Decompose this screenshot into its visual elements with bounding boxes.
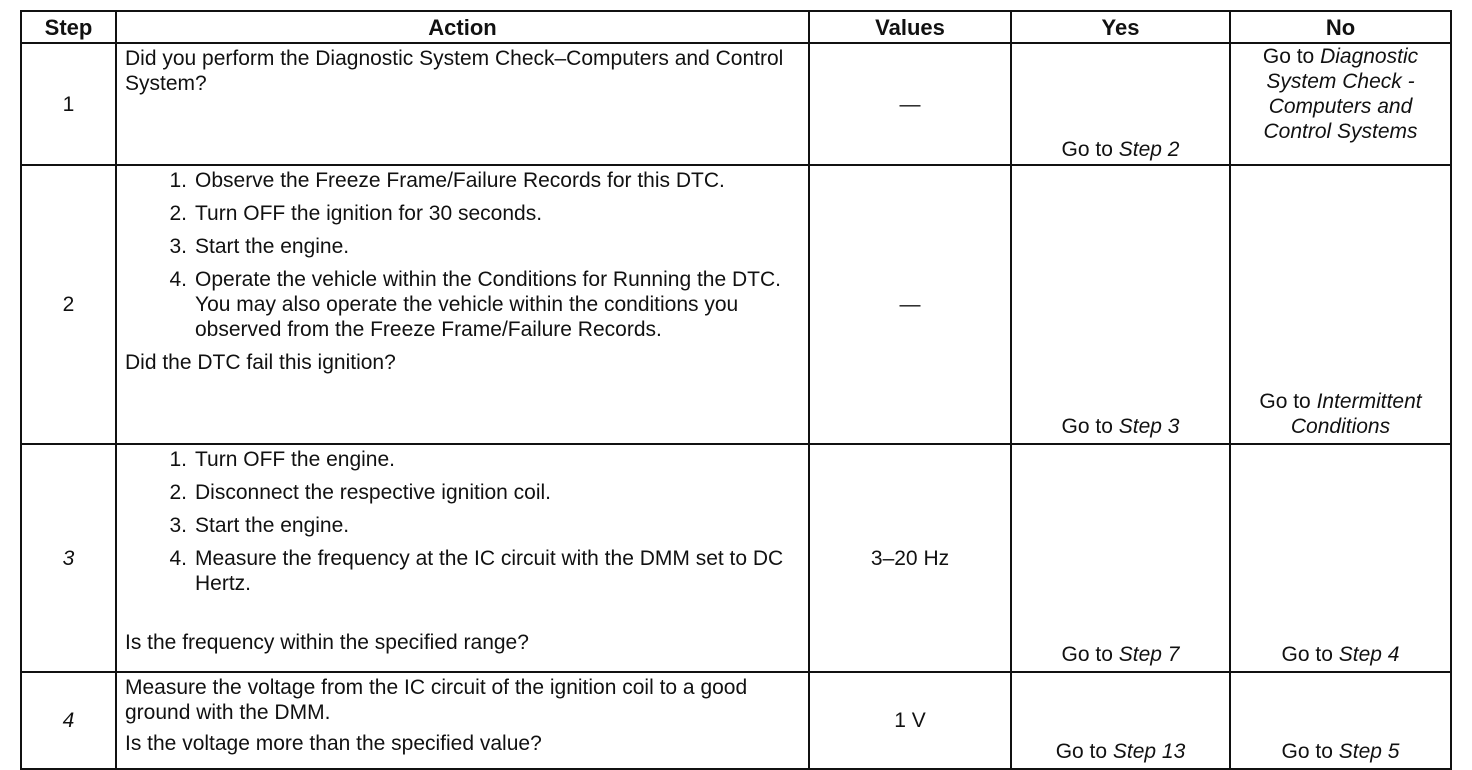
- action-cell: [116, 43, 809, 165]
- list-item: [125, 201, 800, 226]
- list-number: 2.: [169, 202, 187, 225]
- list-text: Operate the vehicle within the Conditions for Running the DTC. You may also operate the vehicle within the conditions you observed from the Freeze Frame/Failure Records.: [195, 268, 781, 341]
- table-row-step-1: [21, 43, 1451, 165]
- table-row-step-2: [21, 165, 1451, 444]
- action-cell: [116, 672, 809, 769]
- action-question: Is the frequency within the specified range?: [125, 631, 529, 654]
- yes-prefix: Go to: [1055, 740, 1113, 763]
- list-number: 1.: [169, 448, 187, 471]
- list-text: Start the engine.: [195, 514, 350, 537]
- no-prefix: Go to: [1262, 45, 1321, 68]
- step-number: 2: [21, 165, 116, 444]
- list-text: Measure the frequency at the IC circuit with the DMM set to DC Hertz.: [195, 547, 784, 595]
- header-action: Action: [116, 11, 809, 43]
- header-values: Values: [809, 11, 1011, 43]
- yes-link[interactable]: Step 13: [1112, 740, 1186, 763]
- diagnostic-table: [20, 10, 1452, 770]
- list-text: Disconnect the respective ignition coil.: [195, 481, 552, 504]
- step-number: 4: [21, 672, 116, 769]
- no-cell: [1230, 672, 1451, 769]
- table-row-step-4: [21, 672, 1451, 769]
- header-no: No: [1230, 11, 1451, 43]
- list-number: 4.: [169, 547, 187, 570]
- list-item: [125, 447, 800, 472]
- value-cell: —: [809, 43, 1011, 165]
- yes-cell: [1011, 444, 1230, 672]
- action-list: [125, 447, 800, 596]
- value-cell: 3–20 Hz: [809, 444, 1011, 672]
- no-prefix: Go to: [1281, 740, 1339, 763]
- yes-link[interactable]: Step 7: [1118, 643, 1180, 666]
- list-text: Turn OFF the ignition for 30 seconds.: [195, 202, 543, 225]
- action-question: Is the voltage more than the specified value?: [125, 732, 542, 755]
- list-item: [125, 234, 800, 259]
- yes-cell: [1011, 165, 1230, 444]
- yes-link[interactable]: Step 2: [1118, 138, 1180, 161]
- yes-cell: [1011, 672, 1230, 769]
- list-number: 2.: [169, 481, 187, 504]
- no-cell: [1230, 43, 1451, 165]
- action-cell: [116, 165, 809, 444]
- yes-cell: [1011, 43, 1230, 165]
- list-text: Observe the Freeze Frame/Failure Records for this DTC.: [195, 169, 725, 192]
- header-step: Step: [21, 11, 116, 43]
- action-text: Did you perform the Diagnostic System Check–Computers and Control System?: [125, 47, 784, 95]
- no-link[interactable]: Diagnostic System Check - Computers and Control Systems: [1263, 45, 1419, 143]
- no-prefix: Go to: [1281, 643, 1339, 666]
- list-item: [125, 546, 800, 596]
- list-text: Turn OFF the engine.: [195, 448, 395, 471]
- yes-prefix: Go to: [1061, 415, 1119, 438]
- list-item: [125, 267, 800, 342]
- no-link[interactable]: Step 4: [1338, 643, 1400, 666]
- value-cell: —: [809, 165, 1011, 444]
- no-cell: [1230, 165, 1451, 444]
- list-number: 1.: [169, 169, 187, 192]
- value-cell: 1 V: [809, 672, 1011, 769]
- list-item: [125, 480, 800, 505]
- list-item: [125, 513, 800, 538]
- yes-link[interactable]: Step 3: [1118, 415, 1180, 438]
- list-item: [125, 168, 800, 193]
- yes-prefix: Go to: [1061, 138, 1119, 161]
- step-number: 3: [21, 444, 116, 672]
- action-text: Measure the voltage from the IC circuit of the ignition coil to a good ground with the DMM.: [125, 676, 748, 724]
- no-link[interactable]: Step 5: [1338, 740, 1400, 763]
- action-list: [125, 168, 800, 342]
- action-cell: [116, 444, 809, 672]
- list-text: Start the engine.: [195, 235, 350, 258]
- header-row: [21, 11, 1451, 43]
- list-number: 3.: [169, 235, 187, 258]
- no-cell: [1230, 444, 1451, 672]
- list-number: 4.: [169, 268, 187, 291]
- header-yes: Yes: [1011, 11, 1230, 43]
- no-prefix: Go to: [1259, 390, 1317, 413]
- step-number: 1: [21, 43, 116, 165]
- table-row-step-3: [21, 444, 1451, 672]
- yes-prefix: Go to: [1061, 643, 1119, 666]
- no-link[interactable]: Intermittent Conditions: [1290, 390, 1422, 438]
- action-question: Did the DTC fail this ignition?: [125, 351, 396, 374]
- list-number: 3.: [169, 514, 187, 537]
